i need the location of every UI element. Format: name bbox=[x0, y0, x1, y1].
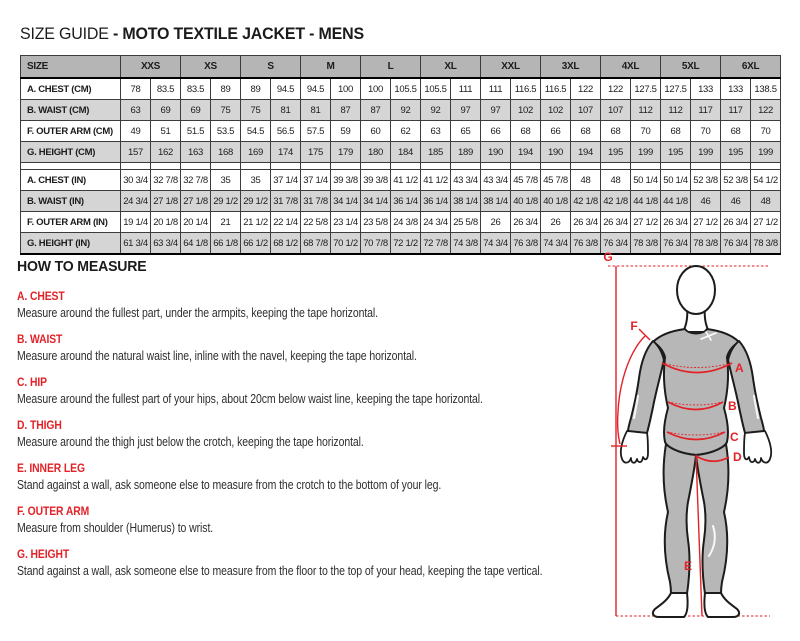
measurement-cell: 122 bbox=[751, 100, 781, 121]
measurement-cell: 70 bbox=[631, 121, 661, 142]
spacer-cell bbox=[421, 163, 451, 170]
page-title-product: - MOTO TEXTILE JACKET - MENS bbox=[112, 24, 364, 43]
measurement-cell: 27 1/2 bbox=[751, 212, 781, 233]
measurement-cell: 35 bbox=[241, 170, 271, 191]
measure-section-b bbox=[17, 334, 607, 364]
spacer-cell bbox=[301, 163, 331, 170]
measurement-cell: 102 bbox=[511, 100, 541, 121]
measurement-cell: 23 1/4 bbox=[331, 212, 361, 233]
measurement-cell: 27 1/8 bbox=[151, 191, 181, 212]
table-row-cm-0 bbox=[21, 78, 781, 100]
measurement-cell: 112 bbox=[631, 100, 661, 121]
measurement-cell: 66 1/2 bbox=[241, 233, 271, 255]
measurement-cell: 37 1/4 bbox=[301, 170, 331, 191]
row-label: B. WAIST (CM) bbox=[21, 100, 121, 121]
measurement-cell: 138.5 bbox=[751, 78, 781, 100]
measurement-cell: 66 1/8 bbox=[211, 233, 241, 255]
spacer-cell bbox=[511, 163, 541, 170]
measure-section-text-a: Measure around the fullest part, under the armpits, keeping the tape horizontal. bbox=[17, 306, 379, 320]
measure-section-heading-d: D. THIGH bbox=[17, 420, 62, 432]
measurement-cell: 38 1/4 bbox=[451, 191, 481, 212]
measurement-cell: 70 bbox=[751, 121, 781, 142]
measurement-cell: 127.5 bbox=[661, 78, 691, 100]
measurement-cell: 117 bbox=[721, 100, 751, 121]
measurement-cell: 87 bbox=[331, 100, 361, 121]
measurement-cell: 68 7/8 bbox=[301, 233, 331, 255]
measurement-cell: 97 bbox=[451, 100, 481, 121]
measure-section-text-f: Measure from shoulder (Humerus) to wrist. bbox=[17, 521, 214, 535]
size-col-header-l: L bbox=[361, 56, 421, 79]
measurement-cell: 174 bbox=[271, 142, 301, 163]
measurement-cell: 111 bbox=[481, 78, 511, 100]
measurement-cell: 70 1/2 bbox=[331, 233, 361, 255]
measurement-cell: 169 bbox=[241, 142, 271, 163]
measurement-cell: 89 bbox=[241, 78, 271, 100]
right-hand bbox=[744, 431, 771, 463]
how-to-measure-heading: HOW TO MEASURE bbox=[17, 258, 147, 275]
measurement-cell: 168 bbox=[211, 142, 241, 163]
measurement-cell: 44 1/8 bbox=[631, 191, 661, 212]
measurement-cell: 81 bbox=[271, 100, 301, 121]
measurement-cell: 26 3/4 bbox=[661, 212, 691, 233]
row-label: G. HEIGHT (CM) bbox=[21, 142, 121, 163]
measurement-cell: 48 bbox=[571, 170, 601, 191]
measurement-cell: 112 bbox=[661, 100, 691, 121]
measurement-cell: 76 3/4 bbox=[721, 233, 751, 255]
measurement-cell: 194 bbox=[571, 142, 601, 163]
head bbox=[677, 266, 715, 314]
size-header-cell: SIZE bbox=[21, 56, 121, 79]
measurement-cell: 184 bbox=[391, 142, 421, 163]
measurement-cell: 107 bbox=[571, 100, 601, 121]
measurement-cell: 26 3/4 bbox=[571, 212, 601, 233]
measurement-cell: 185 bbox=[421, 142, 451, 163]
measurement-cell: 78 bbox=[121, 78, 151, 100]
measurement-cell: 22 5/8 bbox=[301, 212, 331, 233]
measurement-cell: 31 7/8 bbox=[301, 191, 331, 212]
measurement-cell: 89 bbox=[211, 78, 241, 100]
measurement-cell: 30 3/4 bbox=[121, 170, 151, 191]
measure-section-heading-a: A. CHEST bbox=[17, 291, 65, 303]
measurement-cell: 26 3/4 bbox=[511, 212, 541, 233]
measure-section-e bbox=[17, 463, 607, 493]
measurement-cell: 51 bbox=[151, 121, 181, 142]
measurement-cell: 45 7/8 bbox=[541, 170, 571, 191]
measurement-cell: 21 1/2 bbox=[241, 212, 271, 233]
left-hand bbox=[621, 431, 648, 463]
measurement-cell: 31 7/8 bbox=[271, 191, 301, 212]
measurement-cell: 75 bbox=[241, 100, 271, 121]
measurement-cell: 40 1/8 bbox=[541, 191, 571, 212]
measurement-cell: 38 1/4 bbox=[481, 191, 511, 212]
measurement-cell: 26 3/4 bbox=[601, 212, 631, 233]
spacer-cell bbox=[481, 163, 511, 170]
measurement-cell: 72 1/2 bbox=[391, 233, 421, 255]
spacer-cell bbox=[391, 163, 421, 170]
body-silhouette bbox=[621, 266, 771, 617]
measure-section-a bbox=[17, 291, 607, 321]
measurement-cell: 65 bbox=[451, 121, 481, 142]
measurement-cell: 190 bbox=[481, 142, 511, 163]
measurement-cell: 41 1/2 bbox=[421, 170, 451, 191]
measurement-cell: 78 3/8 bbox=[751, 233, 781, 255]
measurement-cell: 44 1/8 bbox=[661, 191, 691, 212]
size-col-header-xxl: XXL bbox=[481, 56, 541, 79]
row-label: B. WAIST (IN) bbox=[21, 191, 121, 212]
table-row-cm-2 bbox=[21, 121, 781, 142]
measurement-cell: 116.5 bbox=[541, 78, 571, 100]
measurement-cell: 69 bbox=[181, 100, 211, 121]
measurement-cell: 34 1/4 bbox=[361, 191, 391, 212]
measurement-cell: 116.5 bbox=[511, 78, 541, 100]
measurement-cell: 189 bbox=[451, 142, 481, 163]
measurement-cell: 117 bbox=[691, 100, 721, 121]
measurement-cell: 92 bbox=[421, 100, 451, 121]
measurement-cell: 76 3/4 bbox=[601, 233, 631, 255]
measurement-cell: 62 bbox=[391, 121, 421, 142]
right-arm bbox=[728, 341, 764, 433]
spacer-cell bbox=[271, 163, 301, 170]
measure-section-heading-b: B. WAIST bbox=[17, 334, 63, 346]
page-title bbox=[20, 24, 364, 44]
table-row-cm-3 bbox=[21, 142, 781, 163]
spacer-cell bbox=[721, 163, 751, 170]
measurement-cell: 25 5/8 bbox=[451, 212, 481, 233]
measurement-cell: 97 bbox=[481, 100, 511, 121]
how-to-measure-sections bbox=[17, 291, 607, 579]
measurement-cell: 36 1/4 bbox=[391, 191, 421, 212]
measurement-cell: 50 1/4 bbox=[631, 170, 661, 191]
spacer-cell bbox=[361, 163, 391, 170]
size-col-header-5xl: 5XL bbox=[661, 56, 721, 79]
measurement-cell: 43 3/4 bbox=[481, 170, 511, 191]
measurement-cell: 162 bbox=[151, 142, 181, 163]
measurement-cell: 21 bbox=[211, 212, 241, 233]
spacer-cell bbox=[661, 163, 691, 170]
measurement-cell: 75 bbox=[211, 100, 241, 121]
spacer-cell bbox=[571, 163, 601, 170]
measurement-cell: 20 1/8 bbox=[151, 212, 181, 233]
measurement-cell: 74 3/4 bbox=[481, 233, 511, 255]
figure-label-c: C bbox=[730, 430, 739, 444]
measurement-cell: 195 bbox=[661, 142, 691, 163]
measure-section-c bbox=[17, 377, 607, 407]
spacer-cell bbox=[241, 163, 271, 170]
measurement-cell: 42 1/8 bbox=[601, 191, 631, 212]
spacer-cell bbox=[751, 163, 781, 170]
spacer-cell bbox=[181, 163, 211, 170]
measurement-cell: 32 7/8 bbox=[181, 170, 211, 191]
measurement-figure bbox=[600, 250, 796, 640]
measurement-cell: 127.5 bbox=[631, 78, 661, 100]
spacer-cell bbox=[691, 163, 721, 170]
table-row-cm-1 bbox=[21, 100, 781, 121]
measurement-cell: 63 3/4 bbox=[151, 233, 181, 255]
measurement-cell: 100 bbox=[361, 78, 391, 100]
measure-section-g bbox=[17, 549, 607, 579]
measurement-cell: 24 3/4 bbox=[421, 212, 451, 233]
measure-section-heading-f: F. OUTER ARM bbox=[17, 506, 90, 518]
measurement-cell: 74 3/4 bbox=[541, 233, 571, 255]
measurement-cell: 23 5/8 bbox=[361, 212, 391, 233]
measurement-cell: 57.5 bbox=[301, 121, 331, 142]
measurement-cell: 94.5 bbox=[301, 78, 331, 100]
measurement-cell: 69 bbox=[151, 100, 181, 121]
size-col-header-xs: XS bbox=[181, 56, 241, 79]
measurement-cell: 27 1/2 bbox=[631, 212, 661, 233]
size-col-header-xxs: XXS bbox=[121, 56, 181, 79]
measurement-cell: 78 3/8 bbox=[631, 233, 661, 255]
measurement-cell: 41 1/2 bbox=[391, 170, 421, 191]
measurement-cell: 36 1/4 bbox=[421, 191, 451, 212]
spacer-cell bbox=[631, 163, 661, 170]
measurement-cell: 49 bbox=[121, 121, 151, 142]
measurement-cell: 27 1/2 bbox=[691, 212, 721, 233]
measurement-cell: 83.5 bbox=[151, 78, 181, 100]
measurement-cell: 54.5 bbox=[241, 121, 271, 142]
measurement-cell: 66 bbox=[541, 121, 571, 142]
spacer-cell bbox=[331, 163, 361, 170]
measure-section-heading-e: E. INNER LEG bbox=[17, 463, 85, 475]
measurement-cell: 76 3/8 bbox=[511, 233, 541, 255]
measurement-cell: 42 1/8 bbox=[571, 191, 601, 212]
measure-section-text-e: Stand against a wall, ask someone else to measure from the crotch to the bottom of your leg. bbox=[17, 478, 442, 492]
measurement-cell: 68 bbox=[571, 121, 601, 142]
measurement-cell: 83.5 bbox=[181, 78, 211, 100]
size-table bbox=[20, 55, 781, 255]
figure-label-d: D bbox=[733, 450, 742, 464]
measurement-cell: 40 1/8 bbox=[511, 191, 541, 212]
measurement-cell: 179 bbox=[331, 142, 361, 163]
figure-label-f: F bbox=[630, 319, 638, 333]
measurement-cell: 180 bbox=[361, 142, 391, 163]
measure-section-d bbox=[17, 420, 607, 450]
spacer-cell bbox=[151, 163, 181, 170]
measurement-cell: 70 7/8 bbox=[361, 233, 391, 255]
page-title-prefix: SIZE GUIDE bbox=[20, 24, 113, 43]
table-row-in-1 bbox=[21, 191, 781, 212]
measurement-cell: 19 1/4 bbox=[121, 212, 151, 233]
measurement-cell: 78 3/8 bbox=[691, 233, 721, 255]
measurement-cell: 59 bbox=[331, 121, 361, 142]
measurement-cell: 122 bbox=[571, 78, 601, 100]
table-spacer-row bbox=[21, 163, 781, 170]
measurement-cell: 102 bbox=[541, 100, 571, 121]
measurement-cell: 70 bbox=[691, 121, 721, 142]
measurement-cell: 46 bbox=[691, 191, 721, 212]
measure-section-text-d: Measure around the thigh just below the crotch, keeping the tape horizontal. bbox=[17, 435, 364, 449]
measurement-cell: 43 3/4 bbox=[451, 170, 481, 191]
measurement-cell: 48 bbox=[751, 191, 781, 212]
measurement-cell: 76 3/8 bbox=[571, 233, 601, 255]
measure-section-heading-g: G. HEIGHT bbox=[17, 549, 70, 561]
measurement-cell: 105.5 bbox=[421, 78, 451, 100]
measurement-cell: 122 bbox=[601, 78, 631, 100]
measurement-cell: 22 1/4 bbox=[271, 212, 301, 233]
measurement-cell: 51.5 bbox=[181, 121, 211, 142]
measurement-cell: 195 bbox=[721, 142, 751, 163]
measurement-cell: 100 bbox=[331, 78, 361, 100]
measurement-cell: 32 7/8 bbox=[151, 170, 181, 191]
measurement-cell: 53.5 bbox=[211, 121, 241, 142]
row-label: A. CHEST (IN) bbox=[21, 170, 121, 191]
row-label: A. CHEST (CM) bbox=[21, 78, 121, 100]
measurement-cell: 24 3/4 bbox=[121, 191, 151, 212]
measurement-cell: 199 bbox=[631, 142, 661, 163]
measurement-cell: 87 bbox=[361, 100, 391, 121]
measurement-cell: 64 1/8 bbox=[181, 233, 211, 255]
row-label: F. OUTER ARM (CM) bbox=[21, 121, 121, 142]
measurement-cell: 72 7/8 bbox=[421, 233, 451, 255]
measure-section-f bbox=[17, 506, 607, 536]
measurement-cell: 46 bbox=[721, 191, 751, 212]
row-label: G. HEIGHT (IN) bbox=[21, 233, 121, 255]
measurement-cell: 199 bbox=[691, 142, 721, 163]
row-label: F. OUTER ARM (IN) bbox=[21, 212, 121, 233]
measurement-cell: 60 bbox=[361, 121, 391, 142]
size-col-header-m: M bbox=[301, 56, 361, 79]
spacer-cell bbox=[601, 163, 631, 170]
measurement-cell: 76 3/4 bbox=[661, 233, 691, 255]
table-row-in-0 bbox=[21, 170, 781, 191]
measurement-cell: 199 bbox=[751, 142, 781, 163]
measurement-cell: 68 bbox=[721, 121, 751, 142]
measure-section-heading-c: C. HIP bbox=[17, 377, 47, 389]
measurement-cell: 163 bbox=[181, 142, 211, 163]
measurement-cell: 26 3/4 bbox=[721, 212, 751, 233]
measurement-cell: 194 bbox=[511, 142, 541, 163]
measurement-cell: 195 bbox=[601, 142, 631, 163]
measurement-cell: 94.5 bbox=[271, 78, 301, 100]
measurement-cell: 52 3/8 bbox=[691, 170, 721, 191]
measurement-cell: 39 3/8 bbox=[331, 170, 361, 191]
measurement-cell: 157 bbox=[121, 142, 151, 163]
figure-label-e: E bbox=[683, 559, 693, 573]
measurement-cell: 24 3/8 bbox=[391, 212, 421, 233]
spacer-cell bbox=[121, 163, 151, 170]
measurement-cell: 35 bbox=[211, 170, 241, 191]
measurement-cell: 68 bbox=[511, 121, 541, 142]
measurement-cell: 45 7/8 bbox=[511, 170, 541, 191]
measure-section-text-c: Measure around the fullest part of your hips, about 20cm below waist line, keeping the tape horizontal. bbox=[17, 392, 483, 406]
torso bbox=[653, 329, 739, 455]
figure-label-b: B bbox=[728, 399, 737, 413]
measurement-cell: 63 bbox=[421, 121, 451, 142]
spacer-cell bbox=[21, 163, 121, 170]
size-col-header-s: S bbox=[241, 56, 301, 79]
measure-section-text-g: Stand against a wall, ask someone else to measure from the floor to the top of your head, keeping the tape vertical. bbox=[17, 564, 543, 578]
measurement-cell: 81 bbox=[301, 100, 331, 121]
measurement-cell: 63 bbox=[121, 100, 151, 121]
measurement-cell: 26 bbox=[541, 212, 571, 233]
outer-arm-tick-top bbox=[639, 329, 650, 340]
measurement-cell: 39 3/8 bbox=[361, 170, 391, 191]
measurement-cell: 34 1/4 bbox=[331, 191, 361, 212]
measurement-cell: 29 1/2 bbox=[241, 191, 271, 212]
measurement-cell: 175 bbox=[301, 142, 331, 163]
measurement-cell: 50 1/4 bbox=[661, 170, 691, 191]
size-col-header-4xl: 4XL bbox=[601, 56, 661, 79]
how-to-measure bbox=[17, 258, 607, 592]
right-foot bbox=[704, 593, 739, 617]
figure-label-a: A bbox=[735, 361, 744, 375]
table-row-in-2 bbox=[21, 212, 781, 233]
measurement-cell: 61 3/4 bbox=[121, 233, 151, 255]
measurement-cell: 52 3/8 bbox=[721, 170, 751, 191]
size-header-row bbox=[21, 56, 781, 79]
measurement-cell: 111 bbox=[451, 78, 481, 100]
measurement-cell: 29 1/2 bbox=[211, 191, 241, 212]
figure-label-g: G bbox=[603, 250, 613, 264]
measurement-cell: 26 bbox=[481, 212, 511, 233]
measurement-cell: 54 1/2 bbox=[751, 170, 781, 191]
measurement-cell: 133 bbox=[691, 78, 721, 100]
left-arm bbox=[628, 341, 664, 433]
measurement-cell: 20 1/4 bbox=[181, 212, 211, 233]
left-foot bbox=[653, 593, 688, 617]
measurement-cell: 107 bbox=[601, 100, 631, 121]
measurement-cell: 105.5 bbox=[391, 78, 421, 100]
measurement-cell: 68 1/2 bbox=[271, 233, 301, 255]
measurement-cell: 37 1/4 bbox=[271, 170, 301, 191]
measurement-cell: 27 1/8 bbox=[181, 191, 211, 212]
measure-section-text-b: Measure around the natural waist line, inline with the navel, keeping the tape horizontal. bbox=[17, 349, 417, 363]
measurement-cell: 68 bbox=[601, 121, 631, 142]
size-col-header-xl: XL bbox=[421, 56, 481, 79]
measurement-cell: 56.5 bbox=[271, 121, 301, 142]
measurement-cell: 92 bbox=[391, 100, 421, 121]
size-col-header-6xl: 6XL bbox=[721, 56, 781, 79]
spacer-cell bbox=[451, 163, 481, 170]
measurement-cell: 133 bbox=[721, 78, 751, 100]
measurement-cell: 48 bbox=[601, 170, 631, 191]
measurement-cell: 68 bbox=[661, 121, 691, 142]
measurement-cell: 66 bbox=[481, 121, 511, 142]
measurement-cell: 74 3/8 bbox=[451, 233, 481, 255]
spacer-cell bbox=[211, 163, 241, 170]
spacer-cell bbox=[541, 163, 571, 170]
size-col-header-3xl: 3XL bbox=[541, 56, 601, 79]
measurement-cell: 190 bbox=[541, 142, 571, 163]
